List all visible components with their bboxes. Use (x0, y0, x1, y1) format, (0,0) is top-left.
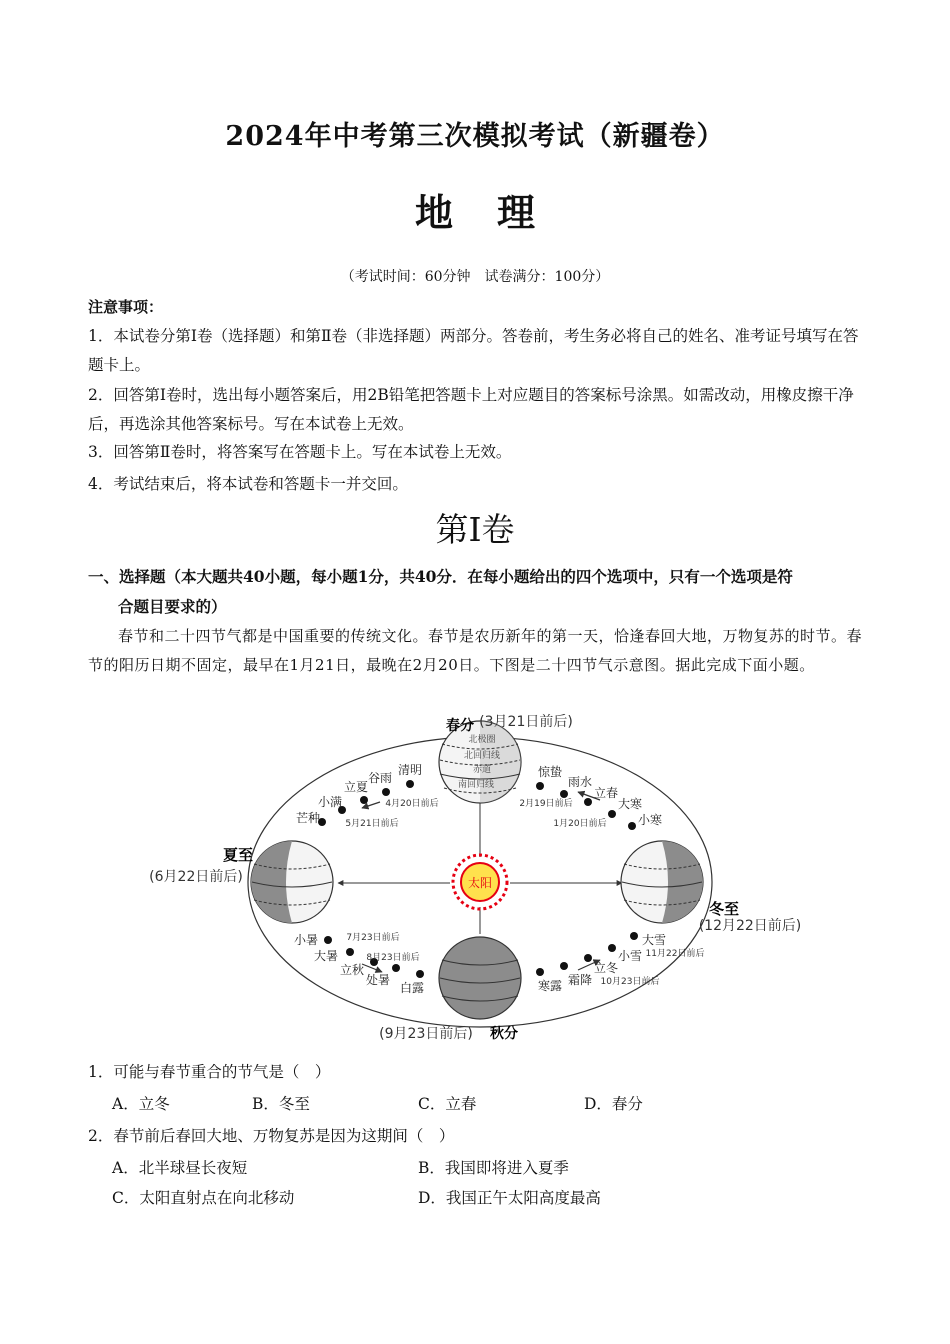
reading-passage: 春节和二十四节气都是中国重要的传统文化。春节是农历新年的第一天，恰逢春回大地，万物复苏的时节。春节的阳历日期不固定，最早在1月21日，最晚在2月20日。下图是二十四节气示意图。据此完成下面小题。 (88, 627, 863, 674)
notice-item-1: 1．本试卷分第Ⅰ卷（选择题）和第Ⅱ卷（非选择题）两部分。答卷前，考生务必将自己的姓名、准考证号填写在答题卡上。 (88, 327, 859, 374)
label-spring-equinox: 春分 (446, 718, 474, 734)
solar-terms-diagram (130, 702, 830, 1052)
date-jul23: 7月23日前后 (346, 933, 400, 943)
globe-line-equator: 赤道 (472, 765, 492, 775)
globe-summer (251, 841, 333, 923)
section-heading-line2: 合题目要求的） (118, 597, 227, 616)
question-2-option-b[interactable]: B．我国即将进入夏季 (418, 1159, 569, 1177)
term-xiaoshu: 小暑 (293, 933, 319, 947)
section-heading-line1: 一、选择题（本大题共40小题，每小题1分，共40分．在每小题给出的四个选项中，只有一个选项是符 (88, 567, 793, 586)
term-xiaohan: 小寒 (637, 813, 663, 827)
question-1-option-c[interactable]: C．立春 (418, 1095, 477, 1113)
notice-item-4: 4．考试结束后，将本试卷和答题卡一并交回。 (88, 475, 408, 493)
question-1-stem: 1．可能与春节重合的节气是（ ） (88, 1063, 331, 1081)
label-autumn-date: (9月23日前后) (379, 1026, 473, 1042)
term-liqiu: 立秋 (339, 963, 365, 977)
globe-autumn (439, 937, 521, 1019)
sun-label: 太阳 (467, 876, 493, 890)
date-oct23: 10月23日前后 (600, 977, 660, 987)
term-chushu: 处暑 (365, 973, 391, 987)
question-1-option-d[interactable]: D．春分 (584, 1095, 643, 1113)
exam-info: （考试时间：60分钟 试卷满分：100分） (340, 269, 610, 285)
label-spring-date: (3月21日前后) (479, 714, 573, 730)
date-nov22: 11月22日前后 (645, 949, 705, 959)
sun-icon (453, 855, 507, 909)
term-dahan: 大寒 (617, 797, 643, 811)
term-shuangjiang: 霜降 (567, 973, 593, 987)
notice-item-2: 2．回答第Ⅰ卷时，选出每小题答案后，用2B铅笔把答题卡上对应题目的答案标号涂黑。如需改动，用橡皮擦干净后，再选涂其他答案标号。写在本试卷上无效。 (88, 386, 854, 433)
term-lidong: 立冬 (593, 961, 619, 975)
term-bailu: 白露 (399, 981, 425, 995)
question-2-option-c[interactable]: C．太阳直射点在向北移动 (112, 1189, 295, 1207)
date-may21: 5月21日前后 (345, 819, 399, 829)
term-yushui: 雨水 (567, 775, 593, 789)
date-jan20: 1月20日前后 (553, 819, 607, 829)
question-1-option-b[interactable]: B．冬至 (252, 1095, 310, 1113)
volume-title: 第Ⅰ卷 (435, 510, 515, 549)
term-dashu: 大暑 (313, 949, 339, 963)
label-summer-date: (6月22日前后) (149, 869, 243, 885)
label-winter-date: (12月22日前后) (698, 918, 802, 934)
exam-title: 2024年中考第三次模拟考试（新疆卷） (225, 121, 725, 152)
globe-line-capricorn: 南回归线 (457, 780, 495, 790)
term-lixia: 立夏 (343, 780, 369, 794)
date-feb19: 2月19日前后 (519, 799, 573, 809)
question-1-option-a[interactable]: A．立冬 (112, 1095, 170, 1113)
notice-item-3: 3．回答第Ⅱ卷时，将答案写在答题卡上。写在本试卷上无效。 (88, 443, 512, 461)
globe-line-cancer: 北回归线 (463, 751, 501, 761)
label-autumn-equinox: 秋分 (490, 1026, 518, 1042)
term-daxue: 大雪 (641, 933, 667, 947)
term-jingzhe: 惊蛰 (537, 765, 563, 779)
globe-line-arctic: 北极圈 (468, 735, 496, 745)
date-apr20: 4月20日前后 (385, 799, 439, 809)
section-heading (88, 562, 878, 622)
term-lichun: 立春 (593, 786, 619, 800)
term-xiaoman: 小满 (317, 795, 343, 809)
term-hanlu: 寒露 (537, 979, 563, 993)
term-guyu: 谷雨 (367, 771, 393, 785)
term-xiaoxue: 小雪 (617, 949, 643, 963)
question-2-stem: 2．春节前后春回大地、万物复苏是因为这期间（ ） (88, 1127, 455, 1145)
notice-heading: 注意事项： (88, 298, 164, 316)
question-2-option-d[interactable]: D．我国正午太阳高度最高 (418, 1189, 601, 1207)
term-qingming: 清明 (397, 763, 423, 777)
globe-winter (621, 841, 703, 923)
question-2-option-a[interactable]: A．北半球昼长夜短 (112, 1159, 248, 1177)
subject-title: 地理 (414, 190, 579, 235)
term-mangzhong: 芒种 (295, 811, 321, 825)
date-aug23: 8月23日前后 (366, 953, 420, 963)
label-winter-solstice: 冬至 (708, 900, 740, 918)
label-summer-solstice: 夏至 (222, 846, 254, 864)
